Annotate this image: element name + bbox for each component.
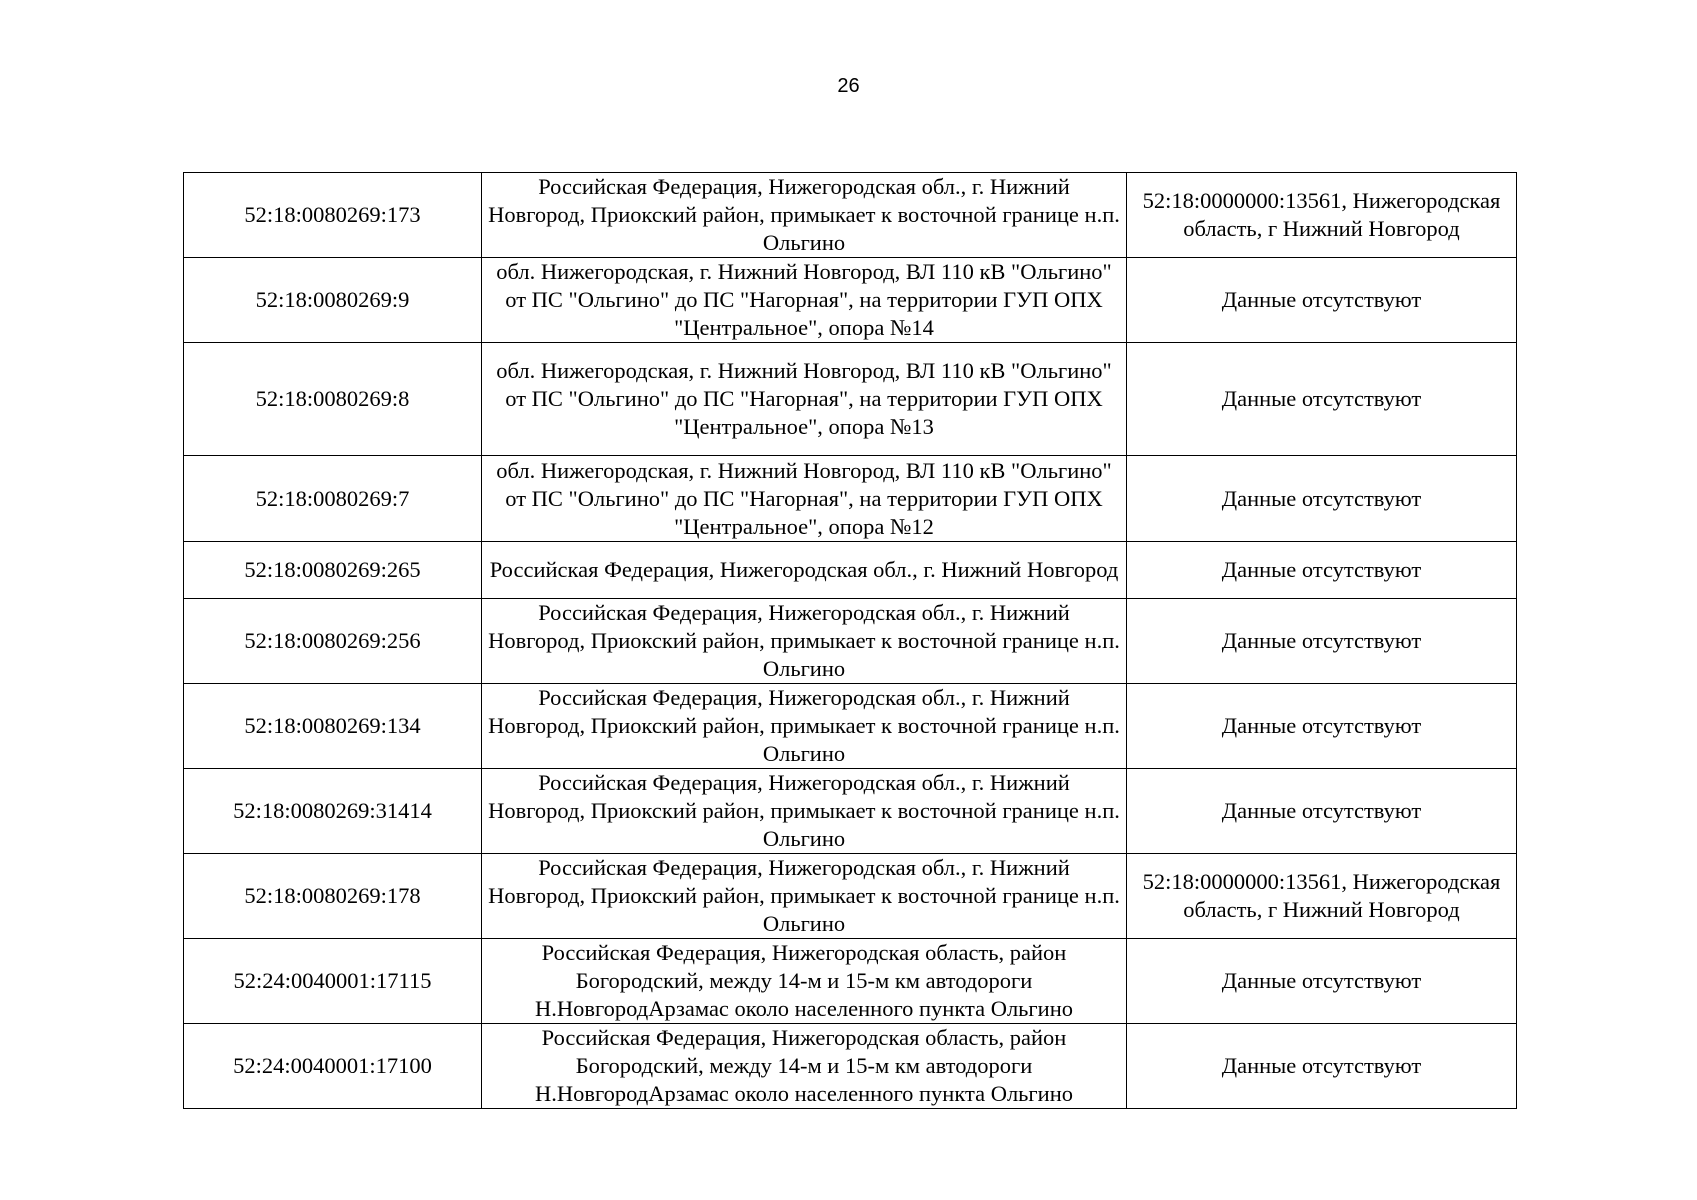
table-row (184, 599, 1517, 684)
info-cell: Данные отсутствуют (1127, 456, 1517, 542)
parcels-table (183, 172, 1517, 1109)
address-cell: Российская Федерация, Нижегородская область, район Богородский, между 14-м и 15-м км автодороги Н.НовгородАрзамас около населенного пункта Ольгино (482, 1024, 1127, 1109)
info-cell: Данные отсутствуют (1127, 769, 1517, 854)
address-cell: Российская Федерация, Нижегородская обл., г. Нижний Новгород, Приокский район, примыкает к восточной границе н.п. Ольгино (482, 854, 1127, 939)
address-cell: обл. Нижегородская, г. Нижний Новгород, ВЛ 110 кВ "Ольгино" от ПС "Ольгино" до ПС "Нагорная", на территории ГУП ОПХ "Центральное", опора №14 (482, 258, 1127, 343)
table-row (184, 258, 1517, 343)
cadastral-number-cell: 52:18:0080269:9 (184, 258, 482, 343)
address-cell: Российская Федерация, Нижегородская обл., г. Нижний Новгород (482, 542, 1127, 599)
address-cell: Российская Федерация, Нижегородская область, район Богородский, между 14-м и 15-м км автодороги Н.НовгородАрзамас около населенного пункта Ольгино (482, 939, 1127, 1024)
address-cell: Российская Федерация, Нижегородская обл., г. Нижний Новгород, Приокский район, примыкает к восточной границе н.п. Ольгино (482, 769, 1127, 854)
table-row (184, 1024, 1517, 1109)
cadastral-number-cell: 52:18:0080269:31414 (184, 769, 482, 854)
cadastral-number-cell: 52:18:0080269:173 (184, 173, 482, 258)
info-cell: Данные отсутствуют (1127, 542, 1517, 599)
table-row (184, 854, 1517, 939)
cadastral-number-cell: 52:18:0080269:8 (184, 343, 482, 456)
info-cell: 52:18:0000000:13561, Нижегородская область, г Нижний Новгород (1127, 173, 1517, 258)
table-row (184, 456, 1517, 542)
address-cell: Российская Федерация, Нижегородская обл., г. Нижний Новгород, Приокский район, примыкает к восточной границе н.п. Ольгино (482, 599, 1127, 684)
info-cell: Данные отсутствуют (1127, 343, 1517, 456)
table-row (184, 542, 1517, 599)
cadastral-number-cell: 52:18:0080269:256 (184, 599, 482, 684)
cadastral-number-cell: 52:24:0040001:17100 (184, 1024, 482, 1109)
info-cell: Данные отсутствуют (1127, 1024, 1517, 1109)
address-cell: обл. Нижегородская, г. Нижний Новгород, ВЛ 110 кВ "Ольгино" от ПС "Ольгино" до ПС "Нагорная", на территории ГУП ОПХ "Центральное", опора №12 (482, 456, 1127, 542)
cadastral-number-cell: 52:18:0080269:178 (184, 854, 482, 939)
info-cell: Данные отсутствуют (1127, 599, 1517, 684)
cadastral-number-cell: 52:18:0080269:7 (184, 456, 482, 542)
cadastral-number-cell: 52:24:0040001:17115 (184, 939, 482, 1024)
cadastral-number-cell: 52:18:0080269:134 (184, 684, 482, 769)
table-row (184, 173, 1517, 258)
info-cell: Данные отсутствуют (1127, 258, 1517, 343)
info-cell: Данные отсутствуют (1127, 939, 1517, 1024)
page-number: 26 (837, 75, 860, 97)
address-cell: обл. Нижегородская, г. Нижний Новгород, ВЛ 110 кВ "Ольгино" от ПС "Ольгино" до ПС "Нагорная", на территории ГУП ОПХ "Центральное", опора №13 (482, 343, 1127, 456)
address-cell: Российская Федерация, Нижегородская обл., г. Нижний Новгород, Приокский район, примыкает к восточной границе н.п. Ольгино (482, 173, 1127, 258)
info-cell: Данные отсутствуют (1127, 684, 1517, 769)
table-row (184, 684, 1517, 769)
table-row (184, 769, 1517, 854)
info-cell: 52:18:0000000:13561, Нижегородская область, г Нижний Новгород (1127, 854, 1517, 939)
cadastral-number-cell: 52:18:0080269:265 (184, 542, 482, 599)
table-row (184, 343, 1517, 456)
table-row (184, 939, 1517, 1024)
address-cell: Российская Федерация, Нижегородская обл., г. Нижний Новгород, Приокский район, примыкает к восточной границе н.п. Ольгино (482, 684, 1127, 769)
